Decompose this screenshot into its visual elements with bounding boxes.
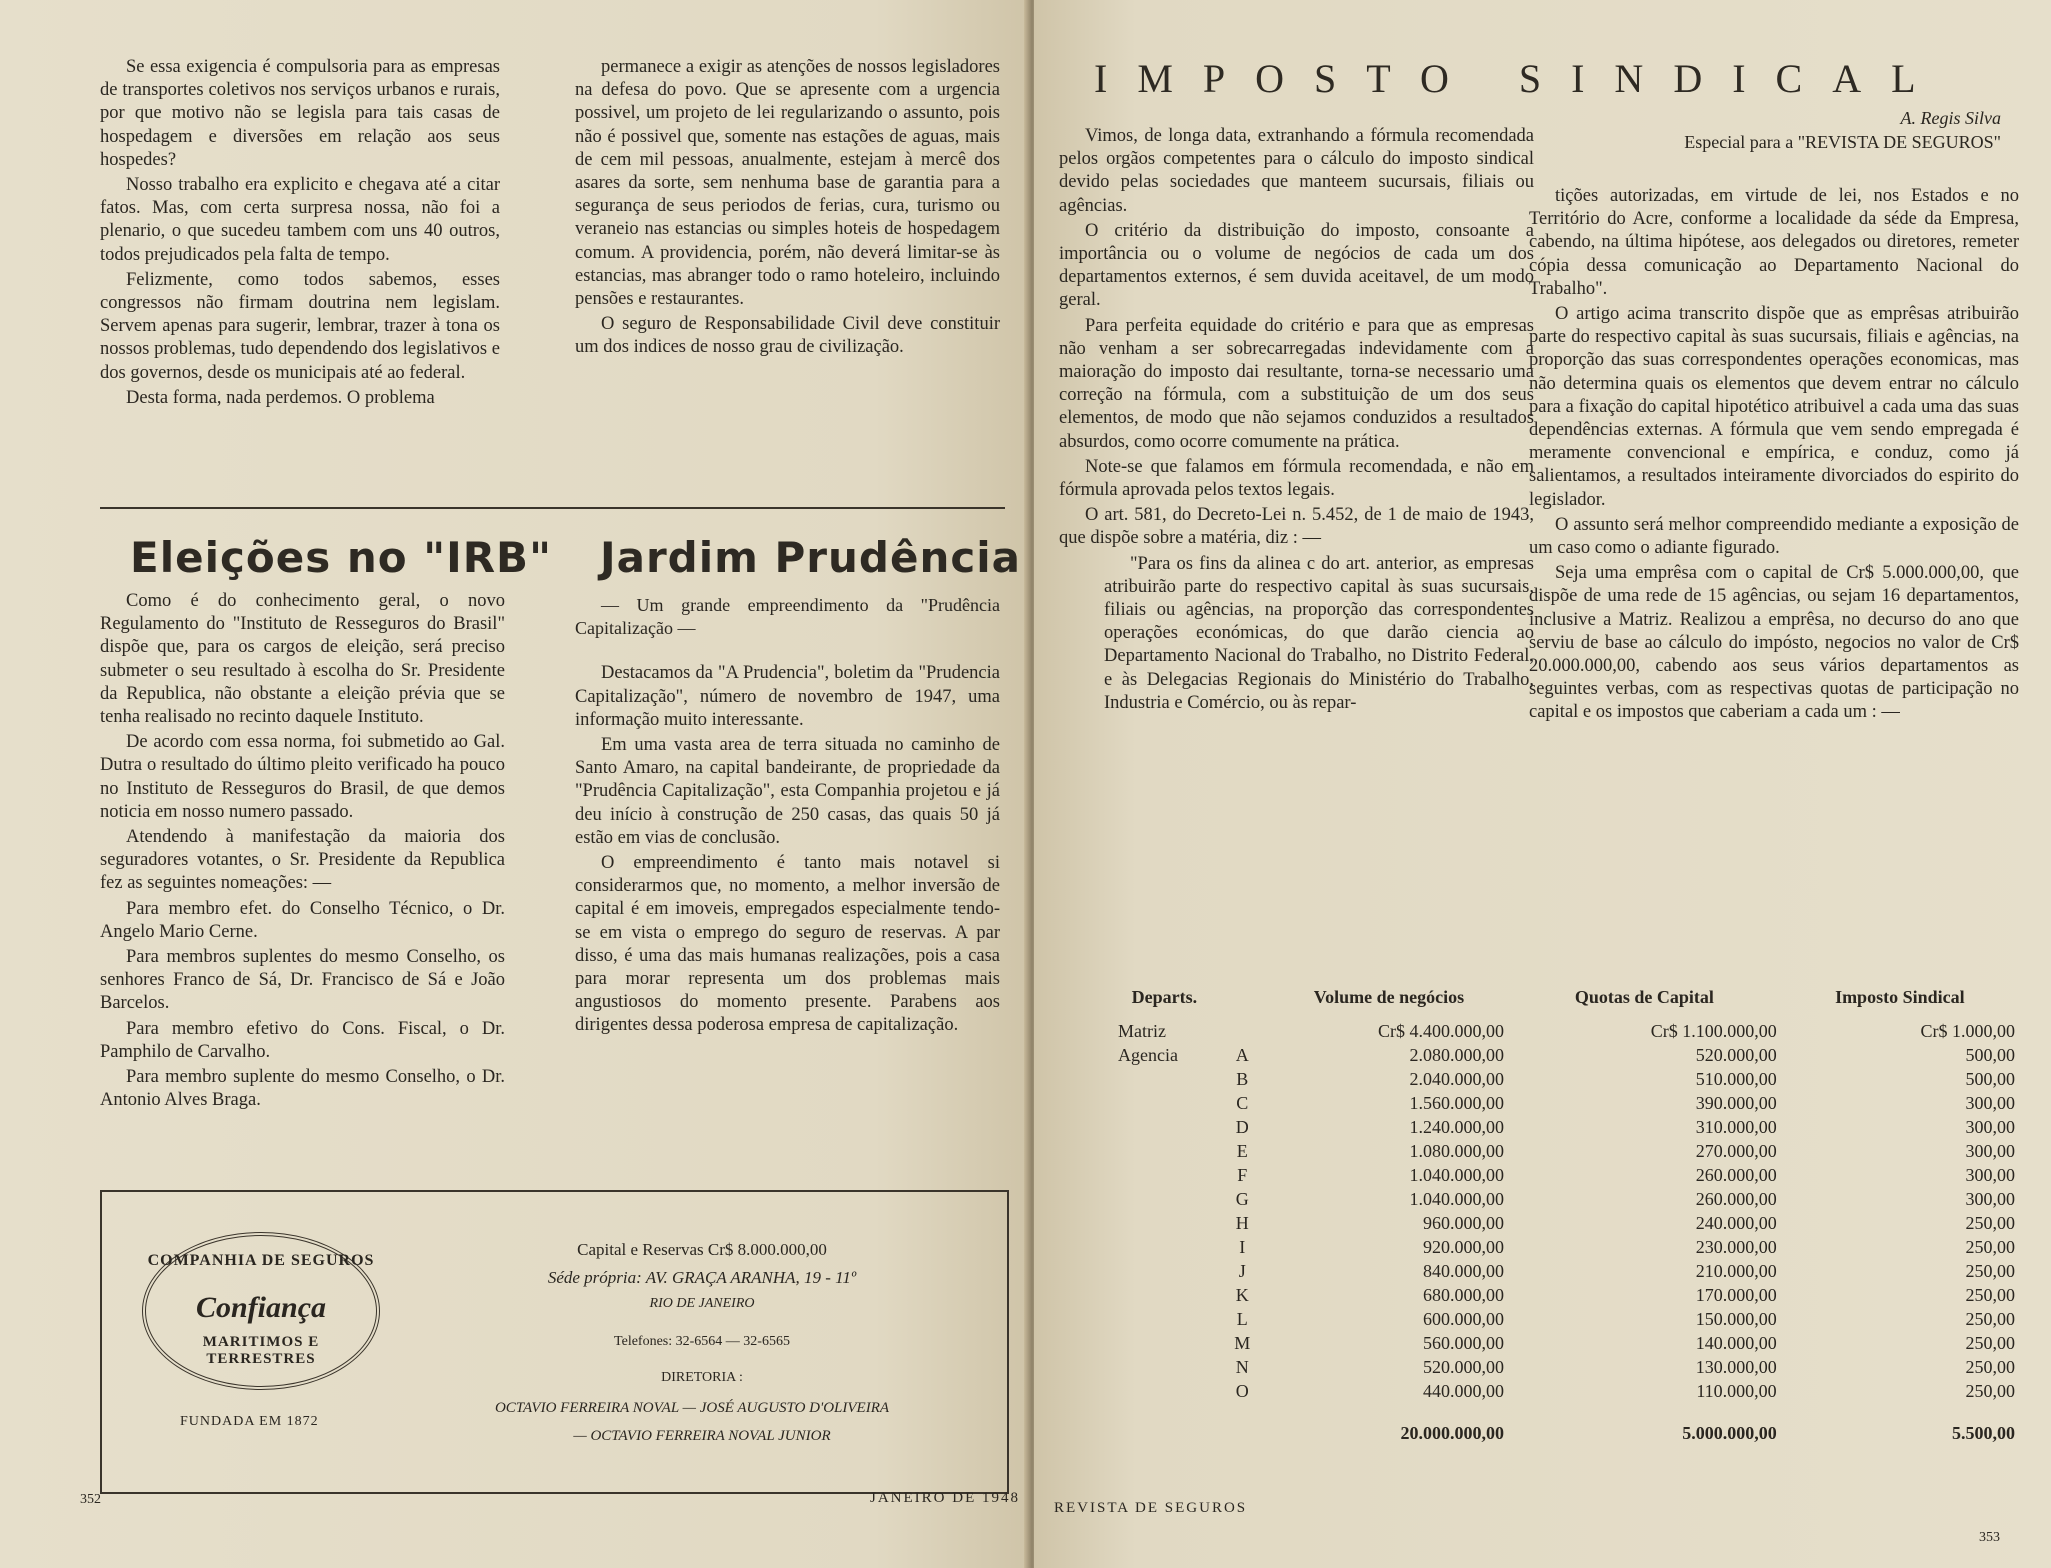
volume-cell: 680.000,00 [1423, 1285, 1505, 1305]
paragraph: Em uma vasta area de terra situada no caminho de Santo Amaro, na capital bandeirante, de propriedade da "Prudência Capitalização", esta Companhia projetou e já deu início à construção de 250 casas, das quais 50 já estão em vias de conclusão. [575, 735, 1000, 848]
table-row [1114, 1163, 2019, 1187]
table-row [1114, 1115, 2019, 1139]
section-divider [100, 507, 1005, 509]
quota-cell: 510.000,00 [1695, 1069, 1777, 1089]
jardim-article [575, 594, 1000, 1040]
tax-cell: 300,00 [1965, 1117, 2015, 1137]
tax-cell: 250,00 [1965, 1213, 2015, 1233]
table-row [1114, 1283, 2019, 1307]
paragraph: Nosso trabalho era explicito e chegava até a citar fatos. Mas, com certa surpresa nossa, não foi a plenario, o que sucedeu tambem com uns 40 outros, todos prejudicados pela falta de tempo. [100, 175, 500, 265]
table-row [1114, 1019, 2019, 1043]
table-row [1114, 1067, 2019, 1091]
paragraph: Para perfeita equidade do critério e para que as empresas não venham a ser sobrecarregadas indevidamente com a maioração do imposto dai resultante, torna-se necessario uma correção na fórmula, com a substituição de um dos seus elementos, de modo que não sejamos conduzidos a resultados absurdos, como ocorre comumente na prática. [1059, 315, 1534, 452]
col-header-tax: Imposto Sindical [1835, 987, 1965, 1007]
volume-cell: 600.000,00 [1423, 1309, 1505, 1329]
paragraph: De acordo com essa norma, foi submetido ao Gal. Dutra o resultado do último pleito verificado ha pouco no Instituto de Resseguros do Brasil, de que demos noticia em nosso numero passado. [100, 732, 505, 822]
table-row [1114, 1355, 2019, 1379]
left-article-column-2 [575, 56, 1000, 362]
agency-letter-cell: D [1235, 1117, 1249, 1137]
ad-address: Séde própria: AV. GRAÇA ARANHA, 19 - 11º [547, 1268, 857, 1287]
paragraph: Felizmente, como todos sabemos, esses congressos não firmam doutrina nem legislam. Servem apenas para sugerir, lembrar, trazer à tona os nossos problemas, tudo dependendo dos legislativos e dos governos, desde os municipais até ao federal. [100, 269, 500, 383]
agency-letter-cell: F [1237, 1165, 1248, 1185]
paragraph: O assunto será melhor compreendido mediante a exposição de um caso como o adiante figurado. [1529, 514, 2019, 559]
legal-quote: "Para os fins da alinea c do art. anterior, as empresas atribuirão parte do respectivo capital às suas sucursais, filiais ou agências, na proporção das correspondentes operações económicas, do que darão ciencia ao Departamento Nacional do Trabalho, no Distrito Federal, e às Delegacias Regionais do Ministério do Trabalho, Industria e Comércio, ou às repar- [1104, 553, 1534, 713]
volume-cell: 1.560.000,00 [1409, 1093, 1505, 1113]
agency-letter-cell: E [1236, 1141, 1248, 1161]
agency-letter-cell: C [1236, 1093, 1249, 1113]
volume-cell: 840.000,00 [1423, 1261, 1505, 1281]
table-row [1114, 1211, 2019, 1235]
volume-cell: Cr$ 4.400.000,00 [1378, 1021, 1505, 1041]
paragraph: permanece a exigir as atenções de nossos legisladores na defesa do povo. Que se apresente com a urgencia possivel, um projeto de lei regularizando o assunto, pois não é possivel que, somente nas estações de aguas, mais de cem mil pessoas, anualmente, estejam à mercê dos asares da sorte, sem nenhuma base de garantia para a segurança de seus periodos de ferias, cura, turismo ou veraneio nas estancias ou simples hoteis de hospedagem comum. A providencia, porém, não deverá limitar-se às estancias, mas abranger todo o ramo hoteleiro, incluindo pensões e restaurantes. [575, 57, 1000, 310]
ad-board-label: DIRETORIA : [661, 1370, 743, 1385]
tax-cell: 250,00 [1965, 1357, 2015, 1377]
agency-letter-cell: M [1234, 1333, 1251, 1353]
paragraph: Para membro efetivo do Cons. Fiscal, o Dr. Pamphilo de Carvalho. [100, 1018, 505, 1062]
dept-cell [1114, 1139, 1215, 1163]
paragraph: Se essa exigencia é compulsoria para as empresas de transportes coletivos nos serviços urbanos e rurais, por que motivo não se legisla para tais casas de hospedagem e diversões em relação aos seus hospedes? [100, 57, 500, 170]
dept-cell [1114, 1115, 1215, 1139]
volume-cell: 960.000,00 [1423, 1213, 1505, 1233]
dept-cell: Agencia [1118, 1045, 1178, 1065]
paragraph: Note-se que falamos em fórmula recomendada, e não em fórmula aprovada pelos textos legais. [1059, 456, 1534, 501]
agency-letter-cell: J [1238, 1261, 1246, 1281]
tax-cell: 500,00 [1965, 1045, 2015, 1065]
quota-cell: 210.000,00 [1695, 1261, 1777, 1281]
paragraph: Para membro suplente do mesmo Conselho, o Dr. Antonio Alves Braga. [100, 1067, 505, 1111]
paragraph: Atendendo à manifestação da maioria dos seguradores votantes, o Sr. Presidente da Republica fez as seguintes nomeações: — [100, 827, 505, 894]
volume-cell: 520.000,00 [1423, 1357, 1505, 1377]
quota-cell: 130.000,00 [1695, 1357, 1777, 1377]
total-volume: 20.000.000,00 [1400, 1423, 1505, 1443]
founded-year: FUNDADA EM 1872 [180, 1414, 319, 1429]
volume-cell: 2.080.000,00 [1409, 1045, 1505, 1065]
volume-cell: 920.000,00 [1423, 1237, 1505, 1257]
agency-letter-cell: H [1235, 1213, 1249, 1233]
quota-cell: Cr$ 1.100.000,00 [1650, 1021, 1777, 1041]
quota-cell: 110.000,00 [1696, 1381, 1777, 1401]
total-quota: 5.000.000,00 [1682, 1423, 1777, 1443]
table-row [1114, 1139, 2019, 1163]
table-row [1114, 1091, 2019, 1115]
dept-cell [1114, 1163, 1215, 1187]
table-row [1114, 1043, 2019, 1067]
right-page [1034, 0, 2051, 1568]
paragraph: tições autorizadas, em virtude de lei, nos Estados e no Território do Acre, conforme a localidade da séde da Empresa, cabendo, na última hipótese, aos delegados ou diretores, remeter cópia dessa comunicação ao Departamento Nacional do Trabalho". [1529, 186, 2019, 299]
agency-letter-cell: N [1235, 1357, 1249, 1377]
col-header-letter [1215, 985, 1270, 1019]
seal-top-text: COMPANHIA DE SEGUROS [147, 1252, 375, 1269]
dept-cell [1114, 1379, 1215, 1403]
paragraph: Desta forma, nada perdemos. O problema [126, 387, 435, 408]
tax-cell: Cr$ 1.000,00 [1920, 1021, 2015, 1041]
dept-cell [1114, 1235, 1215, 1259]
quota-cell: 310.000,00 [1695, 1117, 1777, 1137]
dept-cell [1114, 1259, 1215, 1283]
col-header-volume: Volume de negócios [1313, 987, 1465, 1007]
dept-cell [1114, 1187, 1215, 1211]
paragraph: O empreendimento é tanto mais notavel si considerarmos que, no momento, a melhor inversão de capital é em imoveis, empregados especialmente tendo-se em vista o emprego do seguro de reservas. A par disso, é uma das mais humanas realizações, pois a casa para morar representa um dos problemas mais angustiosos do momento presente. Parabens aos dirigentes dessa poderosa empresa de capitalização. [575, 853, 1000, 1036]
dept-cell [1114, 1283, 1215, 1307]
dept-cell [1114, 1091, 1215, 1115]
dept-cell [1114, 1211, 1215, 1235]
confianca-advertisement [100, 1190, 1009, 1494]
agency-letter-cell: B [1236, 1069, 1249, 1089]
article-title: IMPOSTO SINDICAL [1094, 56, 1946, 101]
seal-bottom-text: MARITIMOS E TERRESTRES [202, 1334, 320, 1367]
volume-cell: 1.080.000,00 [1409, 1141, 1505, 1161]
seal-company-name: Confiança [195, 1291, 327, 1324]
agency-letter-cell: O [1235, 1381, 1249, 1401]
agency-letter-cell: I [1239, 1237, 1246, 1257]
irb-headline: Eleições no "IRB" [130, 533, 552, 582]
paragraph: O critério da distribuição do imposto, consoante a importância ou o volume de negócios de cada um dos departamentos externos, é sem duvida aceitavel, de um modo geral. [1059, 220, 1534, 311]
ad-phones: Telefones: 32-6564 — 32-6565 [614, 1334, 790, 1349]
paragraph: Seja uma emprêsa com o capital de Cr$ 5.000.000,00, que dispõe de uma rede de 15 agências, ou sejam 16 departamentos, inclusive a Matriz. Realizou a emprêsa, no decurso do ano que serviu de base ao cálculo do impósto, negocios no valor de Cr$ 20.000.000,00, cabendo aos seus vários departamentos as seguintes verbas, com as respectivas quotas de participação no capital e os impostos que caberiam a cada um : — [1529, 563, 2019, 723]
tax-cell: 250,00 [1965, 1333, 2015, 1353]
tax-cell: 300,00 [1965, 1165, 2015, 1185]
tax-cell: 250,00 [1965, 1285, 2015, 1305]
dept-cell [1114, 1067, 1215, 1091]
imposto-column-2 [1529, 185, 2019, 727]
page-number-right: 353 [1979, 1530, 2000, 1545]
volume-cell: 1.040.000,00 [1409, 1189, 1505, 1209]
jardim-headline: Jardim Prudência [600, 533, 1022, 582]
paragraph: Para membro efet. do Conselho Técnico, o Dr. Angelo Mario Cerne. [100, 898, 505, 942]
agency-letter-cell: L [1236, 1309, 1248, 1329]
tax-cell: 300,00 [1965, 1093, 2015, 1113]
company-seal [142, 1232, 380, 1390]
agency-letter-cell [1215, 1019, 1270, 1043]
quota-cell: 520.000,00 [1695, 1045, 1777, 1065]
ad-capital: Capital e Reservas Cr$ 8.000.000,00 [577, 1240, 827, 1259]
table-row [1114, 1187, 2019, 1211]
imposto-column-1-body [1059, 125, 1534, 551]
paragraph: O seguro de Responsabilidade Civil deve constituir um dos indices de nosso grau de civilização. [575, 314, 1000, 358]
volume-cell: 1.040.000,00 [1409, 1165, 1505, 1185]
issue-date-footer: JANEIRO DE 1948 [870, 1490, 1020, 1506]
tax-cell: 250,00 [1965, 1381, 2015, 1401]
quota-cell: 240.000,00 [1695, 1213, 1777, 1233]
tax-cell: 250,00 [1965, 1261, 2015, 1281]
table-row [1114, 1379, 2019, 1403]
author-note: Especial para a "REVISTA DE SEGUROS" [1684, 132, 2001, 152]
col-header-departs: Departs. [1131, 987, 1198, 1007]
dept-cell [1114, 1307, 1215, 1331]
imposto-column-1 [1059, 125, 1534, 717]
paragraph: Vimos, de longa data, extranhando a fórmula recomendada pelos orgãos competentes para o cálculo do imposto sindical devido pelas sociedades que manteem sucursais, filiais ou agências. [1059, 126, 1534, 216]
dept-cell [1114, 1355, 1215, 1379]
paragraph: Como é do conhecimento geral, o novo Regulamento do "Instituto de Resseguros do Brasil" dispõe que, para os cargos de eleição, será preciso submeter o seu resultado à escolha do Sr. Presidente da Republica, não obstante a eleição prévia que se tenha realisado no recinto daquele Instituto. [100, 591, 505, 728]
quota-cell: 170.000,00 [1695, 1285, 1777, 1305]
agency-letter-cell: G [1235, 1189, 1249, 1209]
dept-cell: Matriz [1118, 1021, 1166, 1041]
quota-cell: 390.000,00 [1695, 1093, 1777, 1113]
paragraph: O art. 581, do Decreto-Lei n. 5.452, de 1 de maio de 1943, que dispõe sobre a matéria, diz : — [1059, 505, 1534, 549]
volume-cell: 2.040.000,00 [1409, 1069, 1505, 1089]
quota-cell: 260.000,00 [1695, 1189, 1777, 1209]
quota-cell: 260.000,00 [1695, 1165, 1777, 1185]
ad-board-line-2: — OCTAVIO FERREIRA NOVAL JUNIOR [573, 1428, 831, 1444]
table-row [1114, 1307, 2019, 1331]
ad-city: RIO DE JANEIRO [649, 1296, 755, 1311]
left-article-column-1 [100, 56, 500, 412]
table-header-row [1114, 985, 2019, 1019]
tax-cell: 500,00 [1965, 1069, 2015, 1089]
table-row [1114, 1331, 2019, 1355]
volume-cell: 1.240.000,00 [1409, 1117, 1505, 1137]
agency-letter-cell: K [1235, 1285, 1249, 1305]
quota-cell: 140.000,00 [1695, 1333, 1777, 1353]
agency-letter-cell: A [1235, 1045, 1249, 1065]
jardim-subtitle: — Um grande empreendimento da "Prudência Capitalização — [575, 595, 1000, 639]
tax-cell: 250,00 [1965, 1309, 2015, 1329]
tax-cell: 300,00 [1965, 1189, 2015, 1209]
total-tax: 5.500,00 [1952, 1423, 2015, 1443]
table-row [1114, 1259, 2019, 1283]
ad-board-line-1: OCTAVIO FERREIRA NOVAL — JOSÉ AUGUSTO D'OLIVEIRA [494, 1400, 890, 1416]
tax-cell: 300,00 [1965, 1141, 2015, 1161]
quota-cell: 230.000,00 [1695, 1237, 1777, 1257]
quota-cell: 150.000,00 [1695, 1309, 1777, 1329]
table-total-row [1114, 1403, 2019, 1445]
volume-cell: 440.000,00 [1423, 1381, 1505, 1401]
magazine-name-footer: REVISTA DE SEGUROS [1054, 1500, 1248, 1516]
quota-cell: 270.000,00 [1695, 1141, 1777, 1161]
paragraph: O artigo acima transcrito dispõe que as emprêsas atribuirão parte do respectivo capital às suas sucursais, filiais e agências, na proporção das suas correspondentes operações economicas, mas não determina quais os elementos que devem entrar no cálculo para a fixação do capital hipotético atribuivel a cada uma das suas dependências externas. A fórmula que vem sendo empregada é meramente convencional e empírica, e conduz, como já salientamos, a resultados inteiramente divorciados do espirito do legislador. [1529, 304, 2019, 510]
jardim-article-body [575, 662, 1000, 1037]
tax-cell: 250,00 [1965, 1237, 2015, 1257]
author-name: A. Regis Silva [1900, 108, 2001, 128]
paragraph: Para membros suplentes do mesmo Conselho, os senhores Franco de Sá, Dr. Francisco de Sá e João Barcelos. [100, 947, 505, 1014]
paragraph: Destacamos da "A Prudencia", boletim da "Prudencia Capitalização", número de novembro de 1947, uma informação muito interessante. [575, 663, 1000, 730]
tax-table [1114, 985, 2019, 1445]
table-row [1114, 1235, 2019, 1259]
volume-cell: 560.000,00 [1423, 1333, 1505, 1353]
page-number-left: 352 [80, 1492, 101, 1507]
col-header-quota: Quotas de Capital [1574, 987, 1714, 1007]
irb-article-body [100, 590, 505, 1114]
dept-cell [1114, 1331, 1215, 1355]
